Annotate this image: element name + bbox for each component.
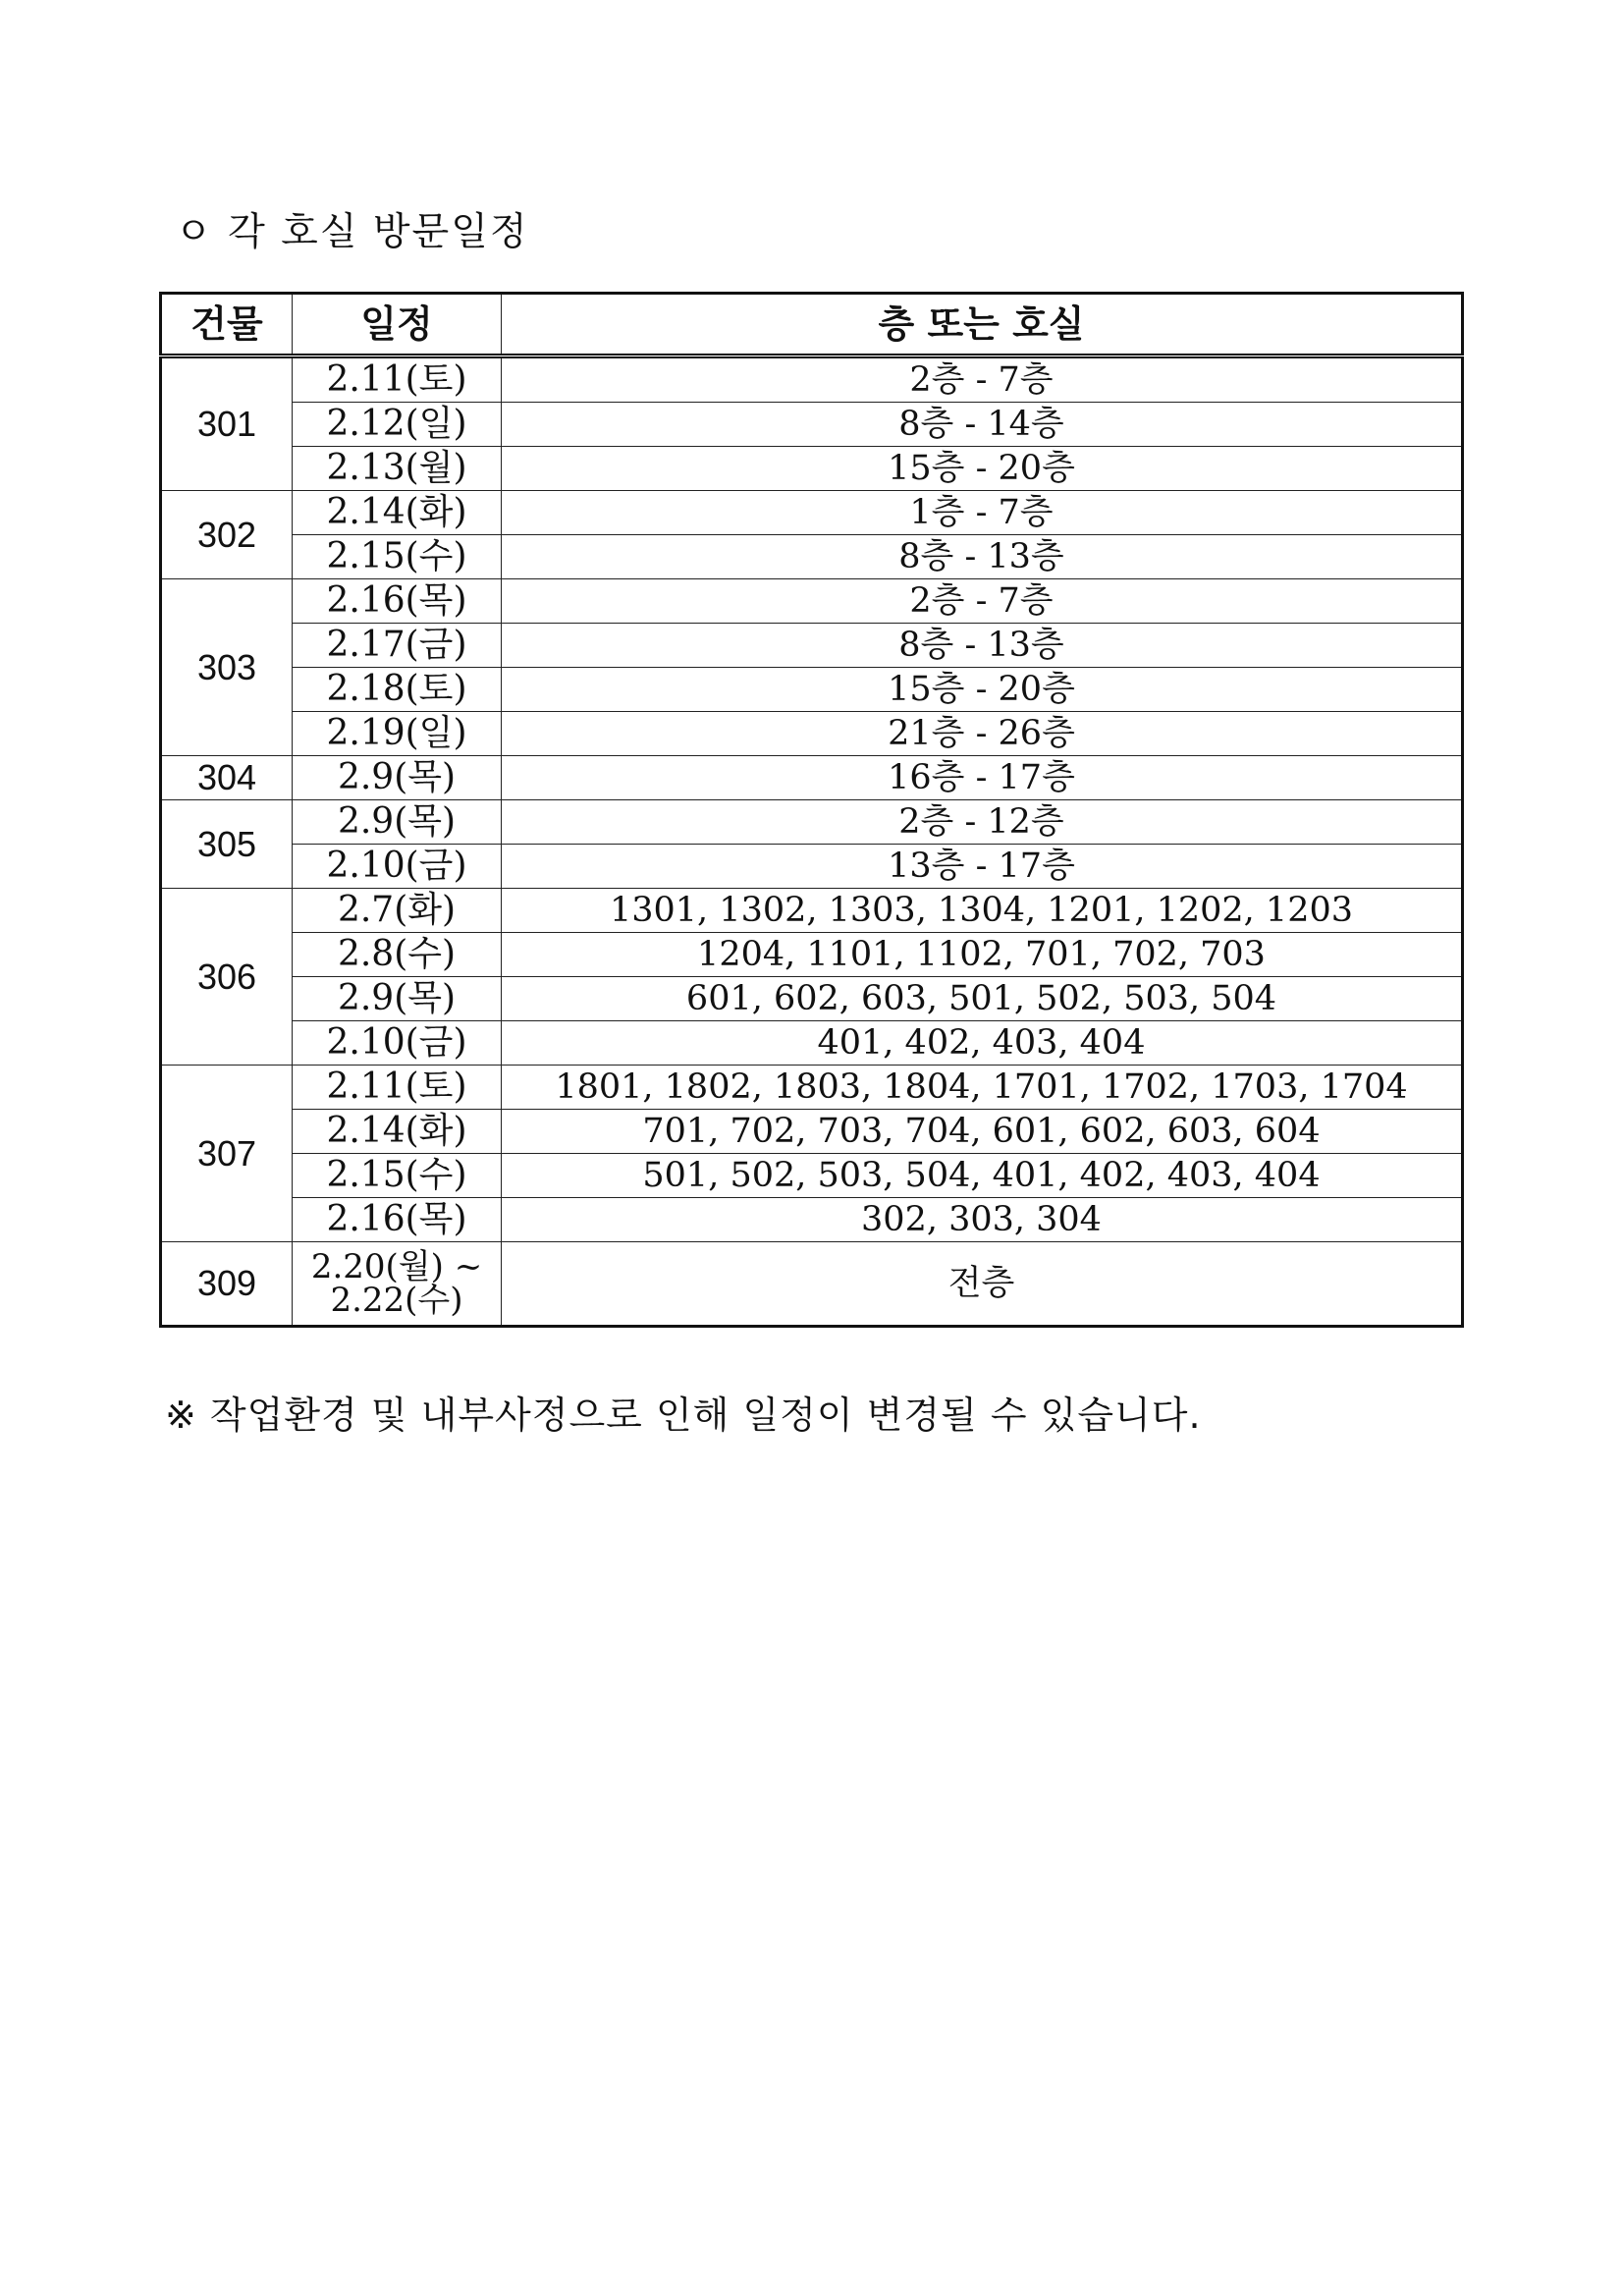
- header-rooms: 층 또는 호실: [502, 294, 1463, 356]
- schedule-change-notice: ※ 작업환경 및 내부사정으로 인해 일정이 변경될 수 있습니다.: [165, 1394, 1202, 1437]
- date-cell: 2.9(목): [293, 977, 502, 1021]
- building-cell: 304: [161, 756, 293, 800]
- date-range-cell: [293, 1242, 502, 1327]
- rooms-cell: 1801, 1802, 1803, 1804, 1701, 1702, 1703, 1704: [502, 1066, 1463, 1110]
- table-row: [161, 624, 1463, 668]
- table-row: [161, 933, 1463, 977]
- table-row: [161, 756, 1463, 800]
- rooms-cell: 1층 - 7층: [502, 491, 1463, 535]
- rooms-cell: 15층 - 20층: [502, 668, 1463, 712]
- table-row: [161, 889, 1463, 933]
- rooms-cell: 전층: [502, 1242, 1463, 1327]
- building-cell: 301: [161, 356, 293, 491]
- date-cell: 2.16(목): [293, 579, 502, 624]
- header-date: 일정: [293, 294, 502, 356]
- date-cell: 2.8(수): [293, 933, 502, 977]
- building-cell: 305: [161, 800, 293, 889]
- building-cell: 303: [161, 579, 293, 756]
- table-row: [161, 403, 1463, 447]
- date-cell: 2.19(일): [293, 712, 502, 756]
- table-row: [161, 800, 1463, 845]
- rooms-cell: 302, 303, 304: [502, 1198, 1463, 1242]
- rooms-cell: 8층 - 13층: [502, 624, 1463, 668]
- date-range-start: 2.20(월) ~: [310, 1247, 483, 1286]
- table-row: [161, 668, 1463, 712]
- table-row: [161, 845, 1463, 889]
- date-cell: 2.14(화): [293, 491, 502, 535]
- header-building: 건물: [161, 294, 293, 356]
- rooms-cell: 401, 402, 403, 404: [502, 1021, 1463, 1066]
- date-range-end: 2.22(수): [330, 1281, 463, 1320]
- building-cell: 307: [161, 1066, 293, 1242]
- date-cell: 2.9(목): [293, 756, 502, 800]
- rooms-cell: 2층 - 7층: [502, 356, 1463, 403]
- date-cell: 2.10(금): [293, 1021, 502, 1066]
- rooms-cell: 1301, 1302, 1303, 1304, 1201, 1202, 1203: [502, 889, 1463, 933]
- date-cell: 2.17(금): [293, 624, 502, 668]
- rooms-cell: 501, 502, 503, 504, 401, 402, 403, 404: [502, 1154, 1463, 1198]
- table-header-row: [161, 294, 1463, 356]
- date-cell: 2.16(목): [293, 1198, 502, 1242]
- table-row: [161, 1154, 1463, 1198]
- rooms-cell: 2층 - 7층: [502, 579, 1463, 624]
- rooms-cell: 8층 - 13층: [502, 535, 1463, 579]
- building-cell: 302: [161, 491, 293, 579]
- date-cell: 2.12(일): [293, 403, 502, 447]
- date-cell: 2.18(토): [293, 668, 502, 712]
- rooms-cell: 21층 - 26층: [502, 712, 1463, 756]
- rooms-cell: 601, 602, 603, 501, 502, 503, 504: [502, 977, 1463, 1021]
- table-row: [161, 1066, 1463, 1110]
- building-cell: 306: [161, 889, 293, 1066]
- rooms-cell: 701, 702, 703, 704, 601, 602, 603, 604: [502, 1110, 1463, 1154]
- date-cell: 2.13(월): [293, 447, 502, 491]
- table-row: [161, 1021, 1463, 1066]
- table-row: [161, 579, 1463, 624]
- table-row: [161, 447, 1463, 491]
- table-row: [161, 491, 1463, 535]
- rooms-cell: 2층 - 12층: [502, 800, 1463, 845]
- rooms-cell: 8층 - 14층: [502, 403, 1463, 447]
- date-cell: 2.11(토): [293, 1066, 502, 1110]
- rooms-cell: 1204, 1101, 1102, 701, 702, 703: [502, 933, 1463, 977]
- rooms-cell: 16층 - 17층: [502, 756, 1463, 800]
- date-cell: 2.7(화): [293, 889, 502, 933]
- date-cell: 2.14(화): [293, 1110, 502, 1154]
- date-cell: 2.15(수): [293, 1154, 502, 1198]
- date-cell: 2.11(토): [293, 356, 502, 403]
- date-cell: 2.10(금): [293, 845, 502, 889]
- table-row: [161, 712, 1463, 756]
- table-row: [161, 535, 1463, 579]
- rooms-cell: 15층 - 20층: [502, 447, 1463, 491]
- building-cell: 309: [161, 1242, 293, 1327]
- table-row: [161, 1242, 1463, 1327]
- table-row: [161, 1110, 1463, 1154]
- rooms-cell: 13층 - 17층: [502, 845, 1463, 889]
- date-cell: 2.9(목): [293, 800, 502, 845]
- table-row: [161, 356, 1463, 403]
- visit-schedule-table: [159, 292, 1464, 1328]
- date-cell: 2.15(수): [293, 535, 502, 579]
- section-heading: ㅇ 각 호실 방문일정: [175, 210, 529, 254]
- table-row: [161, 1198, 1463, 1242]
- table-row: [161, 977, 1463, 1021]
